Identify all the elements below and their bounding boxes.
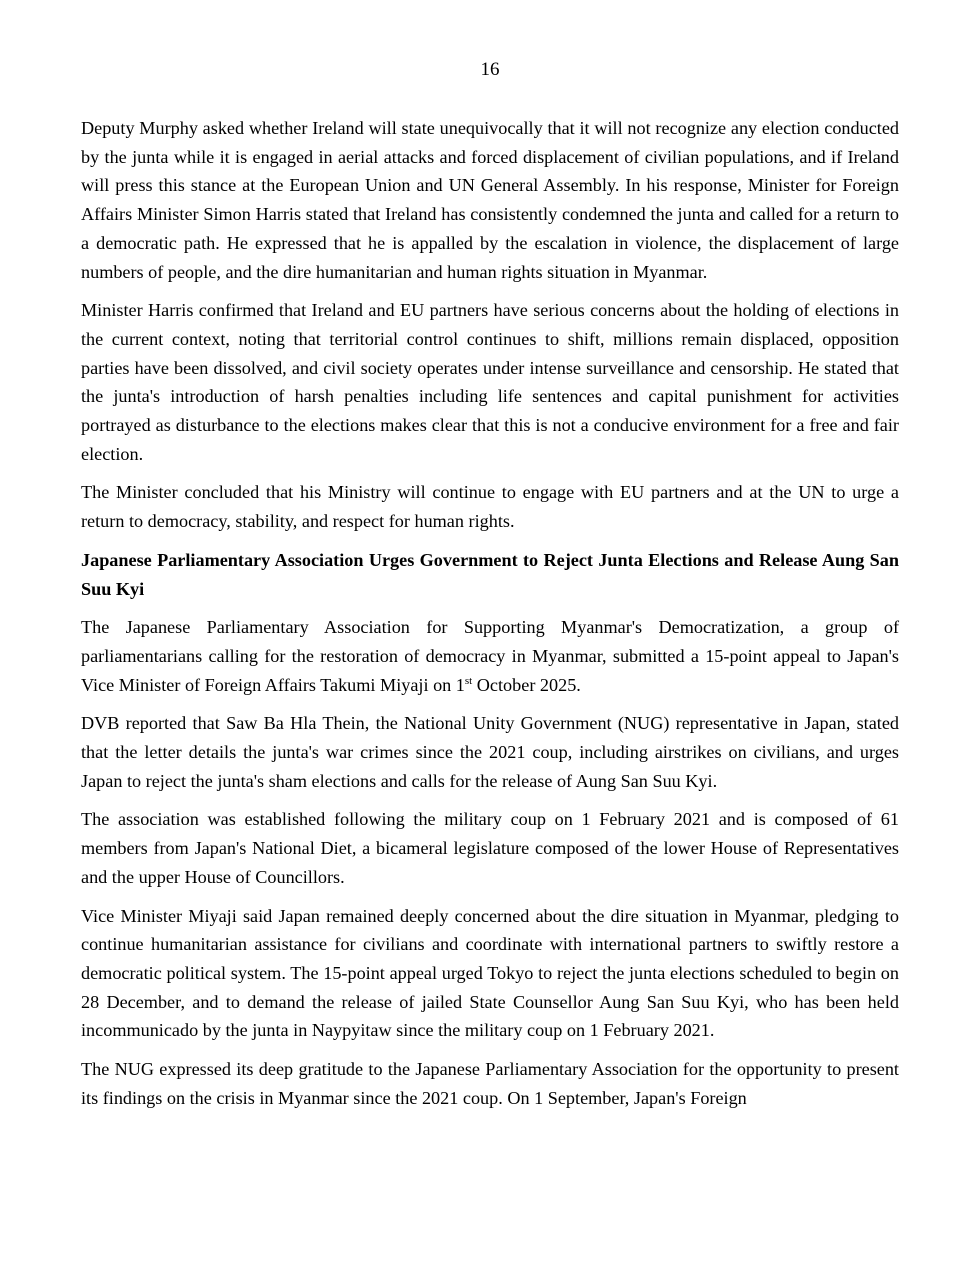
paragraph-text: The Japanese Parliamentary Association for Supporting Myanmar's Democratization, a group of parliamentarians calling for the restoration of democracy in Myanmar, submitted a 15-point appeal to Japan's Vice Minister of Foreign Affairs Takumi Miyaji on 1 bbox=[81, 617, 899, 695]
paragraph-dvb-report: DVB reported that Saw Ba Hla Thein, the National Unity Government (NUG) representative in Japan, stated that the letter details the junta's war crimes since the 2021 coup, including airstrikes on civilians, and urges Japan to reject the junta's sham elections and calls for the release of Aung San Suu Kyi. bbox=[81, 713, 899, 791]
paragraph-deputy-murphy-question: Deputy Murphy asked whether Ireland will state unequivocally that it will not recognize any election conducted by the junta while it is engaged in aerial attacks and forced displacement of civilian populations, and if Ireland will press this stance at the European Union and UN General Assembly. In his response, Minister for Foreign Affairs Minister Simon Harris stated that Ireland has consistently condemned the junta and called for a return to a democratic path. He expressed that he is appalled by the escalation in violence, the displacement of large numbers of people, and the dire humanitarian and human rights situation in Myanmar. bbox=[81, 118, 899, 282]
paragraph-minister-harris-concerns: Minister Harris confirmed that Ireland and EU partners have serious concerns about the holding of elections in the current context, noting that territorial control continues to shift, millions remain displaced, opposition parties have been dissolved, and civil society operates under intense surveillance and censorship. He stated that the junta's introduction of harsh penalties including life sentences and capital punishment for activities portrayed as disturbance to the elections makes clear that this is not a conducive environment for a free and fair election. bbox=[81, 300, 899, 464]
paragraph-nug-gratitude: The NUG expressed its deep gratitude to the Japanese Parliamentary Association for the opportunity to present its findings on the crisis in Myanmar since the 2021 coup. On 1 September, Japan's Foreign bbox=[81, 1059, 899, 1108]
paragraph-japanese-association-appeal bbox=[81, 613, 899, 699]
paragraph-association-establishment: The association was established following the military coup on 1 February 2021 and is composed of 61 members from Japan's National Diet, a bicameral legislature composed of the lower House of Representatives and the upper House of Councillors. bbox=[81, 809, 899, 887]
ordinal-suffix: st bbox=[464, 674, 473, 687]
page-number: 16 bbox=[480, 59, 500, 80]
section-heading: Japanese Parliamentary Association Urges Government to Reject Junta Elections and Release Aung San Suu Kyi bbox=[81, 549, 899, 599]
paragraph-minister-conclusion: The Minister concluded that his Ministry will continue to engage with EU partners and at the UN to urge a return to democracy, stability, and respect for human rights. bbox=[81, 482, 899, 532]
page-body bbox=[81, 114, 899, 1123]
paragraph-text: October 2025. bbox=[472, 674, 581, 695]
paragraph-vice-minister-response: Vice Minister Miyaji said Japan remained deeply concerned about the dire situation in Myanmar, pledging to continue humanitarian assistance for civilians and coordinate with international partners to swiftly restore a democratic political system. The 15-point appeal urged Tokyo to reject the junta elections scheduled to begin on 28 December, and to demand the release of jailed State Counsellor Aung San Suu Kyi, who has been held incommunicado by the junta in Naypyitaw since the military coup on 1 February 2021. bbox=[81, 905, 899, 1041]
